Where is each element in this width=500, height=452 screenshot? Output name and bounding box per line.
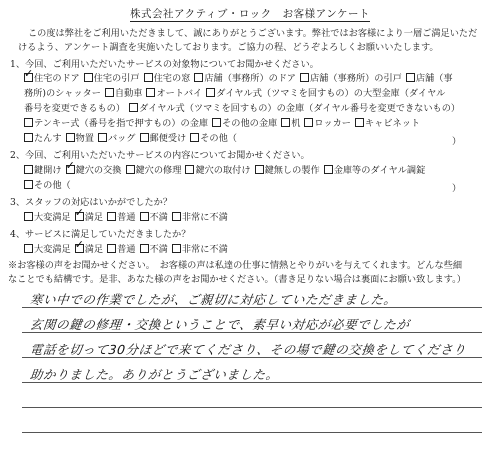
- checkbox-icon[interactable]: [140, 212, 149, 221]
- checkbox-icon[interactable]: [24, 165, 33, 174]
- handwritten-comment-line-1: 寒い中での作業でしたが、ご親切に対応していただきました。: [29, 292, 398, 307]
- checkbox-icon[interactable]: [281, 118, 290, 127]
- checkbox-icon[interactable]: [355, 118, 364, 127]
- survey-option[interactable]: [24, 165, 62, 177]
- survey-option-label: オートバイ: [156, 88, 203, 99]
- checkbox-icon[interactable]: [190, 133, 199, 142]
- survey-option-label: その他（: [34, 180, 71, 191]
- survey-option-label: 机: [291, 118, 301, 129]
- survey-option-label: 大変満足: [34, 212, 71, 223]
- checkbox-icon[interactable]: [172, 244, 181, 253]
- survey-option[interactable]: [75, 244, 103, 256]
- survey-option[interactable]: [24, 73, 80, 85]
- survey-option[interactable]: [98, 133, 136, 145]
- survey-option[interactable]: [194, 73, 296, 85]
- q1-row: [24, 118, 494, 130]
- checkbox-icon[interactable]: [24, 118, 33, 127]
- checkbox-icon[interactable]: [172, 212, 181, 221]
- survey-option-label: 大変満足: [34, 244, 71, 255]
- survey-option-label: 鍵穴の修理: [135, 165, 182, 176]
- checkbox-icon[interactable]: [107, 244, 116, 253]
- checked-box-icon[interactable]: [66, 165, 75, 174]
- q2-row: [24, 165, 494, 177]
- survey-title: 株式会社アクティブ・ロック お客様アンケート: [129, 8, 370, 20]
- checkbox-icon[interactable]: [406, 73, 415, 82]
- checkbox-icon[interactable]: [24, 180, 33, 189]
- q1-other-close: ）: [452, 136, 462, 147]
- survey-option-label: 住宅の窓: [153, 73, 191, 84]
- q1-row: [24, 133, 494, 145]
- survey-option-label: バッグ: [107, 133, 136, 144]
- survey-option-label: 金庫等のダイヤル調錠: [333, 165, 426, 176]
- survey-option-label: 不満: [149, 244, 168, 255]
- survey-option-label: 務所)のシャッター: [24, 88, 101, 99]
- survey-option-label: 非常に不満: [181, 212, 228, 223]
- survey-option-label: 住宅のドア: [34, 73, 80, 84]
- survey-option[interactable]: [107, 244, 135, 256]
- survey-option-label: 鍵穴の取付け: [195, 165, 251, 176]
- survey-option-label: 店舗（事務所）の引戸: [309, 73, 402, 84]
- survey-option-label: その他（: [200, 133, 237, 144]
- q4-options: [24, 244, 494, 256]
- intro-line-1: この度は弊社をご利用いただきまして、誠にありがとうございます。弊社ではお客様により一層ご満足いただ: [28, 28, 478, 39]
- survey-option-label: ロッカー: [314, 118, 351, 129]
- checkbox-icon[interactable]: [105, 88, 114, 97]
- survey-option-label: たんす: [34, 133, 62, 144]
- survey-option[interactable]: [144, 73, 191, 85]
- survey-option[interactable]: [281, 118, 300, 130]
- checked-box-icon[interactable]: [24, 73, 33, 82]
- q1-row: [24, 73, 494, 85]
- survey-option[interactable]: [24, 180, 71, 192]
- survey-option[interactable]: [140, 212, 168, 224]
- q1-row: [24, 103, 494, 115]
- checkbox-icon[interactable]: [304, 118, 313, 127]
- q2-other-close: ）: [452, 183, 462, 194]
- checkbox-icon[interactable]: [107, 212, 116, 221]
- checkbox-icon[interactable]: [144, 73, 153, 82]
- checkbox-icon[interactable]: [146, 88, 155, 97]
- checkbox-icon[interactable]: [194, 73, 203, 82]
- question-2-label: 2、今回、ご利用いただいたサービスの内容についてお聞かせください。: [10, 150, 310, 161]
- q1-row: [24, 88, 494, 100]
- survey-option[interactable]: [75, 212, 103, 224]
- survey-option-label: テンキー式（番号を指で押すもの）の金庫: [34, 118, 209, 129]
- survey-option-label: 住宅の引戸: [93, 73, 140, 84]
- survey-option[interactable]: [185, 165, 250, 177]
- survey-option[interactable]: [24, 212, 71, 224]
- checkbox-icon[interactable]: [129, 103, 138, 112]
- survey-option[interactable]: [255, 165, 320, 177]
- survey-option[interactable]: [140, 244, 168, 256]
- survey-option[interactable]: [24, 133, 62, 145]
- checkbox-icon[interactable]: [300, 73, 309, 82]
- comment-rule: [22, 432, 482, 433]
- intro-line-2: けるよう、アンケート調査を実施いたしております。ご協力の程、どうぞよろしくお願いいたします。: [18, 42, 439, 53]
- survey-option[interactable]: [212, 118, 277, 130]
- comment-rule: [22, 407, 482, 408]
- survey-option-label: 非常に不満: [181, 244, 228, 255]
- survey-option-label: 鍵無しの製作: [264, 165, 320, 176]
- checkbox-icon[interactable]: [140, 133, 149, 142]
- checkbox-icon[interactable]: [140, 244, 149, 253]
- checkbox-icon[interactable]: [24, 133, 33, 142]
- voice-line-1: ※お客様の声をお聞かせください。 お客様の声は私達の仕事に情熱とやりがいを与えてくれます。どんな些細: [8, 260, 463, 271]
- q3-options: [24, 212, 494, 224]
- handwritten-comment-line-4: 助かりました。ありがとうございました。: [29, 367, 280, 382]
- survey-option[interactable]: [84, 73, 140, 85]
- survey-option[interactable]: [66, 133, 94, 145]
- survey-option[interactable]: [146, 88, 202, 100]
- survey-option-label: 普通: [117, 212, 136, 223]
- voice-line-2: なことでも結構です。是非、あなた様の声をお聞かせください。（書き足りない場合は裏面にお願い致します。）: [8, 274, 466, 285]
- handwritten-comment-line-3: 電話を切って30分ほどで来てくださり、その場で鍵の交換をしてくださり: [29, 342, 468, 357]
- survey-option[interactable]: [406, 73, 453, 85]
- survey-option[interactable]: [24, 244, 71, 256]
- handwritten-comment-line-2: 玄関の鍵の修理・交換ということで、素早い対応が必要でしたが: [29, 317, 411, 332]
- survey-option[interactable]: [206, 88, 445, 100]
- survey-option[interactable]: [355, 118, 420, 130]
- survey-option[interactable]: [24, 118, 208, 130]
- survey-option-label: 物置: [75, 133, 94, 144]
- survey-option-label: 店舗（事: [415, 73, 453, 84]
- survey-option[interactable]: [172, 212, 228, 224]
- survey-option[interactable]: [324, 165, 426, 177]
- survey-option-label: 鍵穴の交換: [75, 165, 122, 176]
- survey-option[interactable]: [300, 73, 402, 85]
- checkbox-icon[interactable]: [206, 88, 215, 97]
- checked-box-icon[interactable]: [75, 244, 84, 253]
- checkbox-icon[interactable]: [24, 244, 33, 253]
- survey-option[interactable]: [140, 133, 187, 145]
- checkbox-icon[interactable]: [324, 165, 333, 174]
- survey-option-label: キャビネット: [365, 118, 421, 129]
- survey-option-label: 自動車: [114, 88, 143, 99]
- checkbox-icon[interactable]: [24, 212, 33, 221]
- survey-option-label: ダイヤル式（ツマミを回すもの）の大型金庫（ダイヤル: [216, 88, 446, 99]
- survey-option[interactable]: [107, 212, 135, 224]
- survey-option: [24, 103, 125, 115]
- question-4-label: 4、サービスに満足していただきましたか？: [10, 229, 191, 240]
- checkbox-icon[interactable]: [255, 165, 264, 174]
- survey-option[interactable]: [190, 133, 237, 145]
- q2-row: [24, 180, 494, 192]
- checkbox-icon[interactable]: [66, 133, 75, 142]
- survey-option-label: 店舗（事務所）のドア: [204, 73, 296, 84]
- survey-option-label: 普通: [117, 244, 136, 255]
- checkbox-icon[interactable]: [126, 165, 135, 174]
- survey-option-label: 郵便受け: [149, 133, 187, 144]
- checkbox-icon[interactable]: [84, 73, 93, 82]
- survey-option[interactable]: [129, 103, 460, 115]
- survey-option-label: 番号を変更できるもの）: [24, 103, 126, 114]
- survey-option-label: 鍵開け: [34, 165, 62, 176]
- survey-option-label: 不満: [149, 212, 168, 223]
- survey-option-label: その他の金庫: [222, 118, 278, 129]
- survey-option[interactable]: [304, 118, 351, 130]
- question-3-label: 3、スタッフの対応はいかがでしたか？: [10, 197, 173, 208]
- survey-option[interactable]: [66, 165, 122, 177]
- survey-option-label: ダイヤル式（ツマミを回すもの）の金庫（ダイヤル番号を変更できないもの）: [139, 103, 461, 114]
- checked-box-icon[interactable]: [75, 212, 84, 221]
- question-1-label: 1、今回、ご利用いただいたサービスの対象物についてお聞かせください。: [10, 59, 319, 70]
- survey-option: [24, 88, 101, 100]
- checkbox-icon[interactable]: [212, 118, 221, 127]
- survey-option-label: 満足: [84, 244, 104, 255]
- checkbox-icon[interactable]: [98, 133, 107, 142]
- survey-option[interactable]: [105, 88, 143, 100]
- survey-option[interactable]: [172, 244, 228, 256]
- checkbox-icon[interactable]: [185, 165, 194, 174]
- survey-option-label: 満足: [84, 212, 104, 223]
- survey-option[interactable]: [126, 165, 182, 177]
